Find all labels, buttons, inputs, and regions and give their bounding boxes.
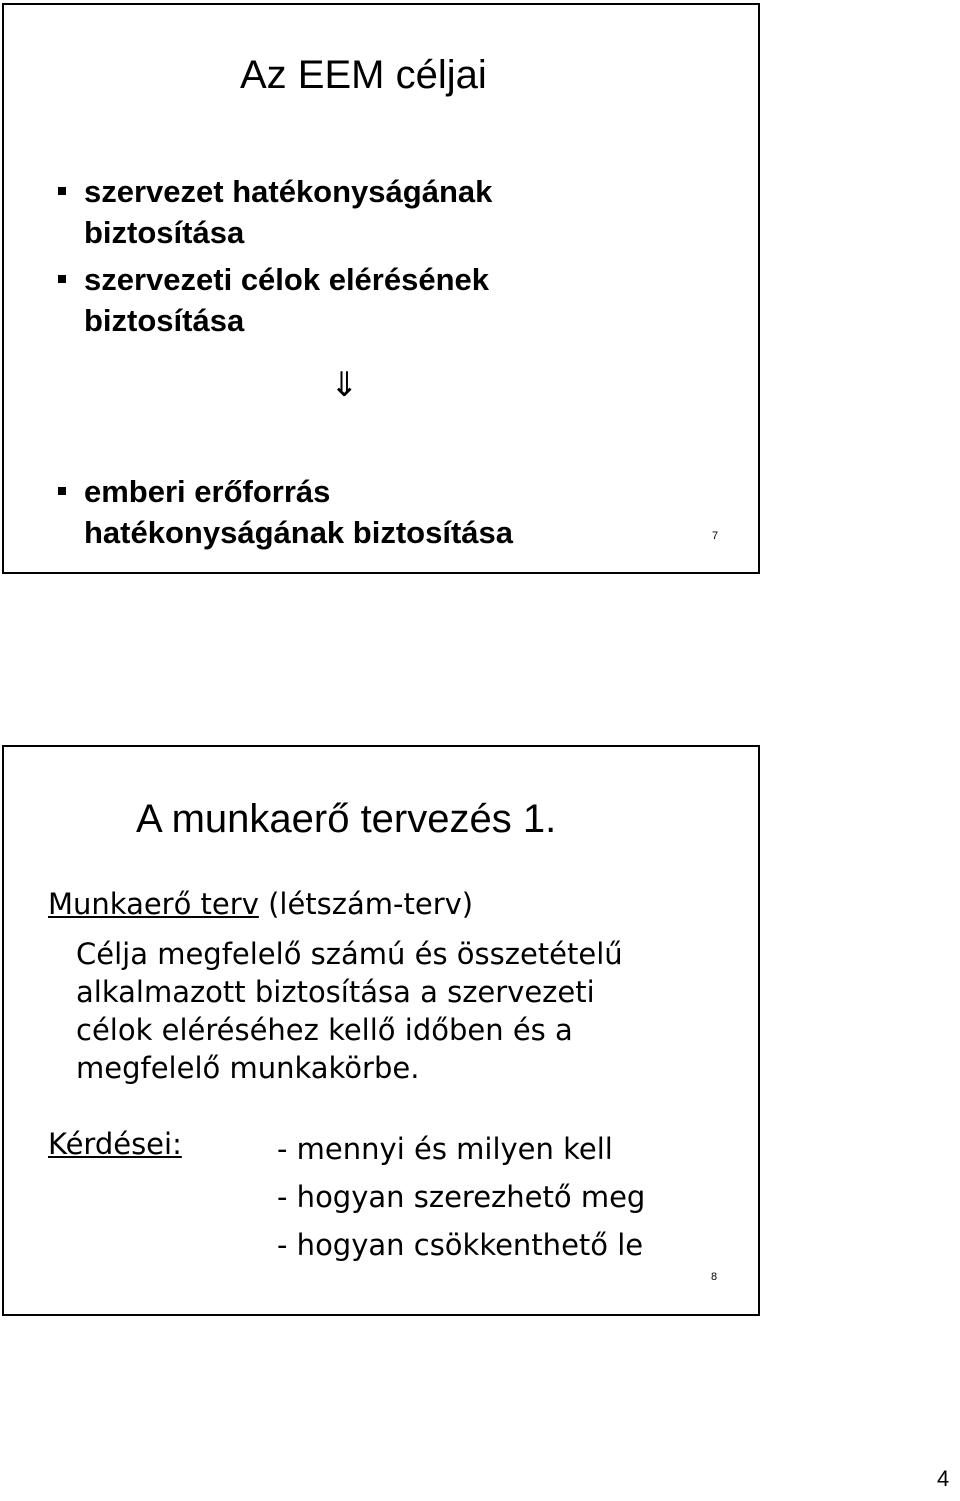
plan-text-line: Célja megfelelő számú és összetételű	[76, 937, 623, 971]
slide-page-number: 7	[712, 530, 719, 542]
bullet-item	[56, 259, 492, 341]
plan-description	[76, 935, 623, 1087]
plan-heading	[48, 885, 473, 923]
square-bullet-icon	[58, 487, 66, 495]
document-page-number: 4	[937, 1466, 950, 1491]
plan-heading-underlined: Munkaerő terv	[48, 887, 259, 921]
bullet-line: biztosítása	[84, 215, 245, 250]
slide-title: A munkaerő tervezés 1.	[136, 797, 557, 841]
square-bullet-icon	[58, 187, 66, 195]
question-item: - hogyan szerezhető meg	[277, 1180, 646, 1214]
bullet-line: szervezeti célok elérésének	[84, 262, 489, 297]
square-bullet-icon	[58, 275, 66, 283]
result-bullet-list	[56, 471, 513, 559]
slide-7	[2, 3, 760, 574]
bullet-line: hatékonyságának biztosítása	[84, 515, 513, 550]
slide-title: Az EEM céljai	[240, 53, 487, 97]
question-item: - mennyi és milyen kell	[277, 1132, 613, 1166]
plan-heading-rest: (létszám-terv)	[258, 887, 474, 921]
bullet-line: biztosítása	[84, 303, 245, 338]
questions-list	[277, 1125, 645, 1269]
slide-page-number: 8	[711, 1271, 718, 1283]
question-item: - hogyan csökkenthető le	[277, 1228, 644, 1262]
double-down-arrow-icon: ⇓	[330, 365, 359, 405]
plan-text-line: alkalmazott biztosítása a szervezeti	[76, 975, 595, 1009]
slide-8	[2, 745, 760, 1316]
goal-bullet-list	[56, 171, 492, 347]
bullet-line: emberi erőforrás	[84, 474, 331, 509]
plan-text-line: megfelelő munkakörbe.	[76, 1051, 420, 1085]
plan-text-line: célok eléréséhez kellő időben és a	[76, 1013, 573, 1047]
bullet-line: szervezet hatékonyságának	[84, 174, 493, 209]
bullet-item	[56, 171, 492, 253]
questions-label: Kérdései:	[48, 1127, 182, 1161]
bullet-item	[56, 471, 513, 553]
